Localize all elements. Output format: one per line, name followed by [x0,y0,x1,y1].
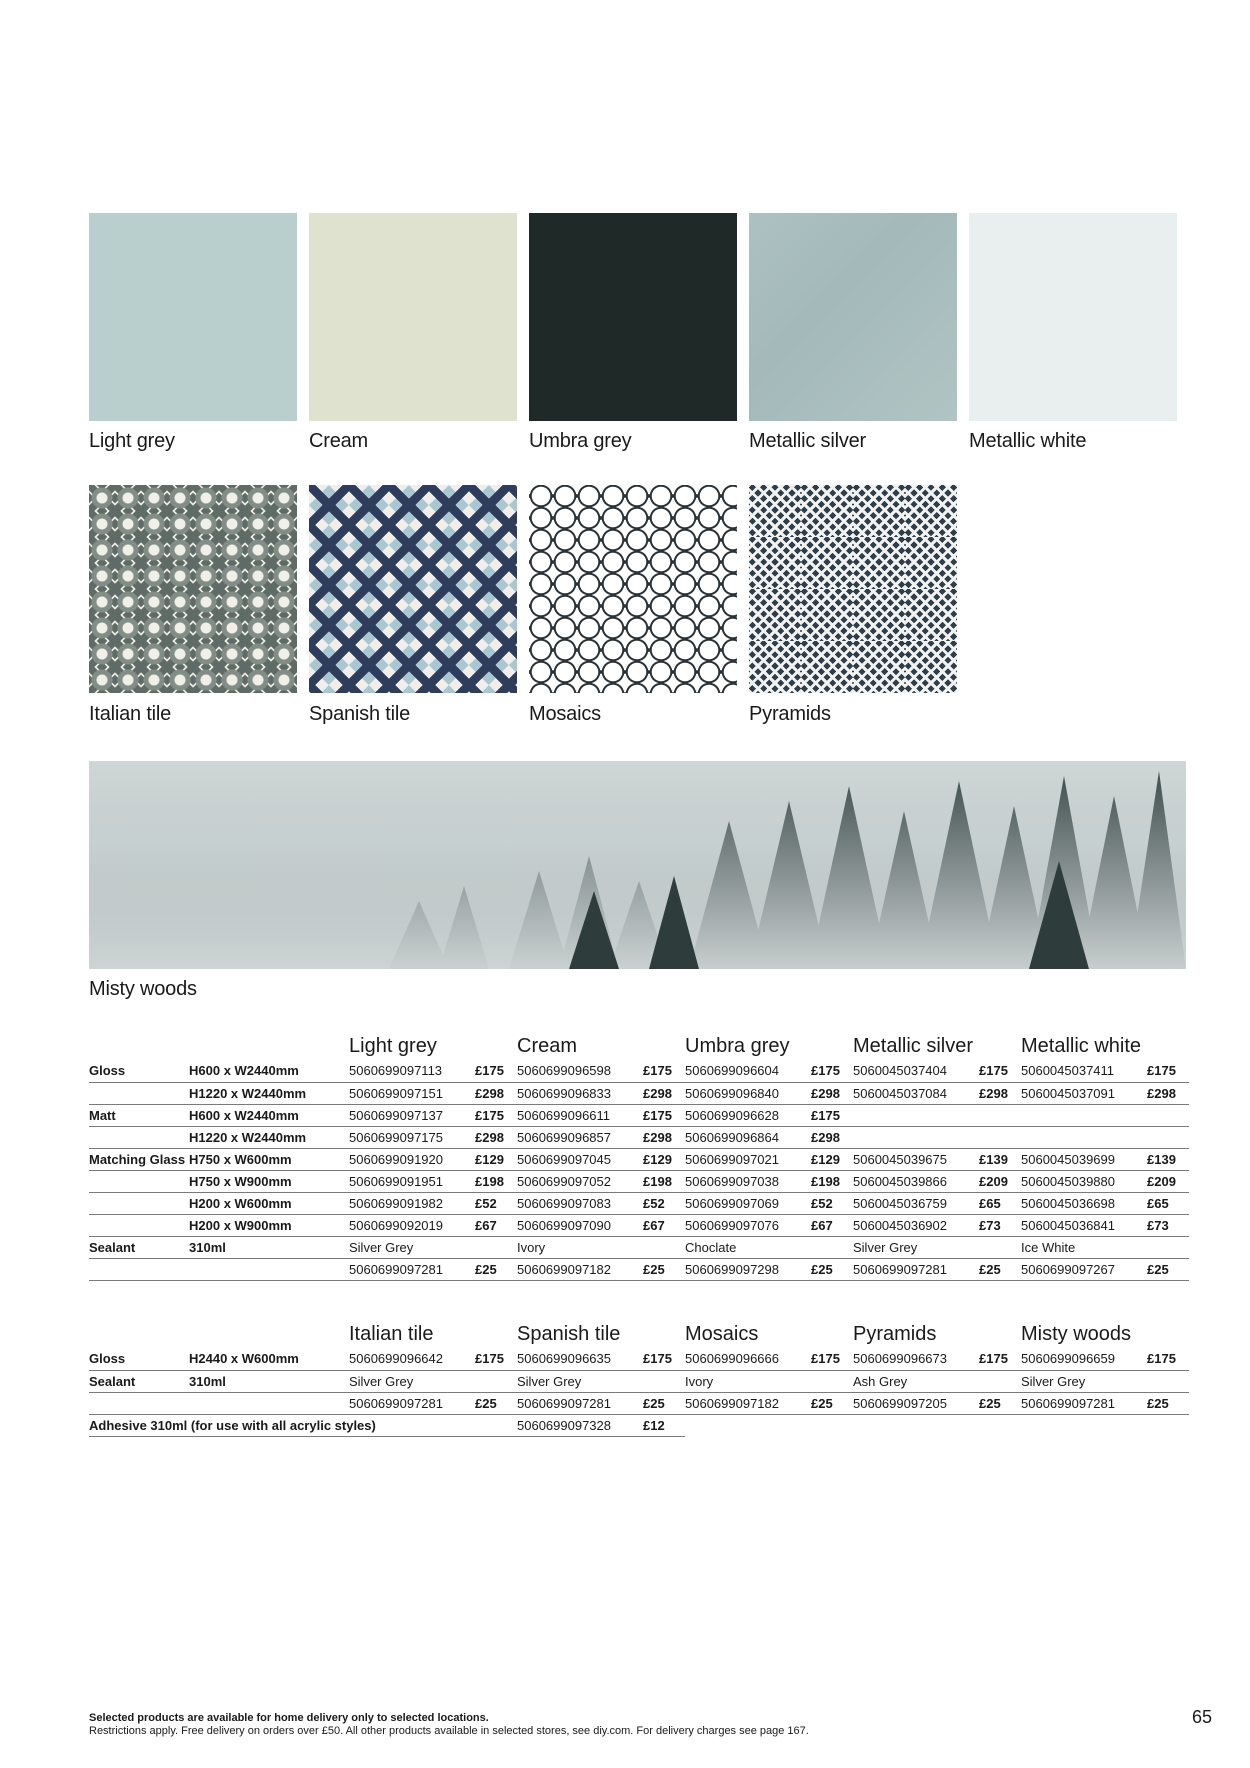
column-header: Metallic white [1021,1035,1142,1057]
row-category [89,1214,189,1236]
product-code: 5060699097281 [517,1392,643,1414]
product-price: £175 [643,1104,685,1126]
product-price [1147,1370,1189,1392]
product-code: 5060699097083 [517,1192,643,1214]
swatch-label: Pyramids [749,703,831,725]
product-code: Choclate [685,1236,811,1258]
product-code: 5060045037411 [1021,1060,1147,1082]
product-price: £298 [811,1082,853,1104]
product-code: 5060699097298 [685,1258,811,1280]
swatch-cream [309,213,517,421]
product-price: £65 [1147,1192,1189,1214]
header-spacer [189,1318,349,1348]
product-price: £298 [1147,1082,1189,1104]
product-price [643,1236,685,1258]
row-size: H750 x W900mm [189,1170,349,1192]
product-code: 5060699091982 [349,1192,475,1214]
swatch-label: Spanish tile [309,703,410,725]
table-header-row [89,1318,1189,1348]
column-header: Cream [517,1035,578,1057]
product-price: £175 [1147,1060,1189,1082]
column-header: Spanish tile [517,1323,621,1345]
product-code: 5060045036698 [1021,1192,1147,1214]
product-code: 5060699097113 [349,1060,475,1082]
product-price: £73 [1147,1214,1189,1236]
product-price: £25 [643,1392,685,1414]
product-code: Silver Grey [853,1236,979,1258]
row-size: H200 x W600mm [189,1192,349,1214]
product-price: £298 [475,1082,517,1104]
column-header: Umbra grey [685,1035,790,1057]
table-row [89,1126,1189,1148]
product-price [475,1370,517,1392]
table-row [89,1214,1189,1236]
product-code: 5060699096598 [517,1060,643,1082]
product-price: £139 [979,1148,1021,1170]
product-code: 5060699097137 [349,1104,475,1126]
product-price: £25 [1147,1258,1189,1280]
product-code: 5060699097151 [349,1082,475,1104]
product-price: £175 [475,1348,517,1370]
product-price: £129 [643,1148,685,1170]
product-price [979,1104,1021,1126]
product-price: £25 [811,1392,853,1414]
row-category: Sealant [89,1236,189,1258]
product-price [643,1370,685,1392]
product-code: 5060699096864 [685,1126,811,1148]
adhesive-label: Adhesive 310ml (for use with all acrylic styles) [89,1414,517,1436]
table-row [89,1348,1189,1370]
spec-table-solid-colours [89,1030,1189,1281]
column-header: Light grey [349,1035,437,1057]
product-price [979,1236,1021,1258]
swatch-mosaics [529,485,737,693]
product-code: 5060699096611 [517,1104,643,1126]
row-size [189,1258,349,1280]
product-code: 5060699097038 [685,1170,811,1192]
product-code: Ivory [685,1370,811,1392]
product-code: 5060699097205 [853,1392,979,1414]
header-spacer [189,1030,349,1060]
table-row [89,1258,1189,1280]
row-category: Sealant [89,1370,189,1392]
table-row [89,1392,1189,1414]
product-price [979,1126,1021,1148]
product-price [811,1370,853,1392]
row-size: H600 x W2440mm [189,1104,349,1126]
swatch-label: Light grey [89,430,175,452]
product-code: 5060699097182 [685,1392,811,1414]
row-size: 310ml [189,1370,349,1392]
table-row [89,1060,1189,1082]
table-row [89,1082,1189,1104]
product-price: £25 [643,1258,685,1280]
footer-restrictions: Restrictions apply. Free delivery on orders over £50. All other products available in selected stores, see diy.com. For delivery charges see page 167. [89,1725,809,1737]
product-code: 5060699097175 [349,1126,475,1148]
product-code: 5060699097045 [517,1148,643,1170]
swatch-pyramids [749,485,957,693]
product-code: 5060699096833 [517,1082,643,1104]
product-code: 5060699097328 [517,1414,643,1436]
product-code [1021,1126,1147,1148]
product-price: £25 [979,1258,1021,1280]
swatch-italian-tile [89,485,297,693]
row-size: H750 x W600mm [189,1148,349,1170]
product-code: 5060699096840 [685,1082,811,1104]
product-price: £298 [979,1082,1021,1104]
product-price: £298 [811,1126,853,1148]
product-price: £298 [475,1126,517,1148]
swatch-spanish-tile [309,485,517,693]
banner-label: Misty woods [89,978,197,1000]
product-code: 5060045039880 [1021,1170,1147,1192]
product-code: 5060699096659 [1021,1348,1147,1370]
product-price: £175 [475,1104,517,1126]
product-price [979,1370,1021,1392]
product-code: Silver Grey [1021,1370,1147,1392]
header-spacer [89,1030,189,1060]
swatch-metallic-white [969,213,1177,421]
product-code: 5060699096628 [685,1104,811,1126]
product-code: 5060699097182 [517,1258,643,1280]
product-price: £175 [475,1060,517,1082]
product-price: £12 [643,1414,685,1436]
row-size [189,1392,349,1414]
product-code: 5060699097090 [517,1214,643,1236]
table-row [89,1104,1189,1126]
product-price: £139 [1147,1148,1189,1170]
product-price: £67 [643,1214,685,1236]
product-code: 5060045036902 [853,1214,979,1236]
table-row [89,1148,1189,1170]
row-size: H2440 x W600mm [189,1348,349,1370]
product-price: £52 [643,1192,685,1214]
product-code: 5060045036759 [853,1192,979,1214]
product-price: £198 [475,1170,517,1192]
row-category [89,1258,189,1280]
swatch-label: Metallic silver [749,430,867,452]
row-size: H1220 x W2440mm [189,1126,349,1148]
column-header: Metallic silver [853,1035,974,1057]
table-row [89,1192,1189,1214]
row-category: Matching Glass [89,1148,189,1170]
swatch-label: Italian tile [89,703,172,725]
product-code: Silver Grey [517,1370,643,1392]
product-price: £67 [475,1214,517,1236]
row-category [89,1126,189,1148]
column-header: Italian tile [349,1323,434,1345]
product-code: 5060699097052 [517,1170,643,1192]
product-code: 5060699091920 [349,1148,475,1170]
column-header: Misty woods [1021,1323,1132,1345]
column-header: Mosaics [685,1323,759,1345]
product-price: £198 [811,1170,853,1192]
product-price: £175 [811,1060,853,1082]
product-code: Silver Grey [349,1370,475,1392]
product-code: 5060045039699 [1021,1148,1147,1170]
product-price: £175 [643,1348,685,1370]
product-code: 5060045037404 [853,1060,979,1082]
row-category [89,1170,189,1192]
product-price: £175 [811,1104,853,1126]
column-header: Pyramids [853,1323,937,1345]
row-category [89,1192,189,1214]
product-code [853,1126,979,1148]
page-number: 65 [1192,1707,1213,1727]
forest-illustration [89,761,1186,969]
product-code: 5060699096642 [349,1348,475,1370]
product-price [475,1236,517,1258]
swatch-umbra-grey [529,213,737,421]
product-price: £129 [811,1148,853,1170]
row-size: H600 x W2440mm [189,1060,349,1082]
product-price: £25 [811,1258,853,1280]
product-code: 5060045039866 [853,1170,979,1192]
product-code: 5060699096857 [517,1126,643,1148]
product-price [1147,1104,1189,1126]
header-spacer [89,1318,189,1348]
product-price: £298 [643,1082,685,1104]
product-code: 5060045037091 [1021,1082,1147,1104]
product-price: £129 [475,1148,517,1170]
product-price: £175 [811,1348,853,1370]
product-code: 5060699097076 [685,1214,811,1236]
product-code: Ash Grey [853,1370,979,1392]
product-price: £25 [1147,1392,1189,1414]
footer-delivery-note: Selected products are available for home delivery only to selected locations. [89,1712,489,1724]
product-code: 5060699091951 [349,1170,475,1192]
swatch-label: Umbra grey [529,430,632,452]
product-code: 5060699096673 [853,1348,979,1370]
table-header-row [89,1030,1189,1060]
product-code: 5060699092019 [349,1214,475,1236]
product-code: Silver Grey [349,1236,475,1258]
product-code: Ivory [517,1236,643,1258]
product-price: £25 [475,1392,517,1414]
product-code: 5060699097281 [853,1258,979,1280]
product-code: 5060699097021 [685,1148,811,1170]
product-price [1147,1126,1189,1148]
product-code: 5060699097069 [685,1192,811,1214]
product-price: £52 [811,1192,853,1214]
product-code [1021,1104,1147,1126]
row-size: 310ml [189,1236,349,1258]
product-price: £73 [979,1214,1021,1236]
table-row [89,1170,1189,1192]
row-category: Gloss [89,1348,189,1370]
product-price: £209 [1147,1170,1189,1192]
row-category: Matt [89,1104,189,1126]
product-code: 5060699096666 [685,1348,811,1370]
product-code: 5060699097281 [349,1392,475,1414]
product-code: 5060045037084 [853,1082,979,1104]
product-price: £25 [475,1258,517,1280]
product-code: 5060699096604 [685,1060,811,1082]
product-price: £67 [811,1214,853,1236]
product-code [853,1104,979,1126]
product-price: £175 [979,1060,1021,1082]
swatch-metallic-silver [749,213,957,421]
product-price: £175 [979,1348,1021,1370]
product-code: Ice White [1021,1236,1147,1258]
product-price: £175 [1147,1348,1189,1370]
product-code: 5060699097281 [349,1258,475,1280]
spec-table-patterns [89,1318,1189,1437]
product-price: £65 [979,1192,1021,1214]
product-code: 5060699097267 [1021,1258,1147,1280]
swatch-label: Metallic white [969,430,1087,452]
row-category: Gloss [89,1060,189,1082]
product-price [1147,1236,1189,1258]
product-price: £25 [979,1392,1021,1414]
row-category [89,1082,189,1104]
table-row-adhesive [89,1414,1189,1436]
swatch-label: Mosaics [529,703,601,725]
product-code: 5060045036841 [1021,1214,1147,1236]
product-code: 5060045039675 [853,1148,979,1170]
swatch-light-grey [89,213,297,421]
table-row [89,1236,1189,1258]
product-price: £298 [643,1126,685,1148]
product-code: 5060699096635 [517,1348,643,1370]
product-price: £198 [643,1170,685,1192]
product-price [811,1236,853,1258]
product-price: £209 [979,1170,1021,1192]
row-size: H200 x W900mm [189,1214,349,1236]
product-price: £175 [643,1060,685,1082]
row-size: H1220 x W2440mm [189,1082,349,1104]
misty-woods-banner [89,761,1186,969]
table-row [89,1370,1189,1392]
row-category [89,1392,189,1414]
swatch-label: Cream [309,430,369,452]
product-price: £52 [475,1192,517,1214]
product-code: 5060699097281 [1021,1392,1147,1414]
